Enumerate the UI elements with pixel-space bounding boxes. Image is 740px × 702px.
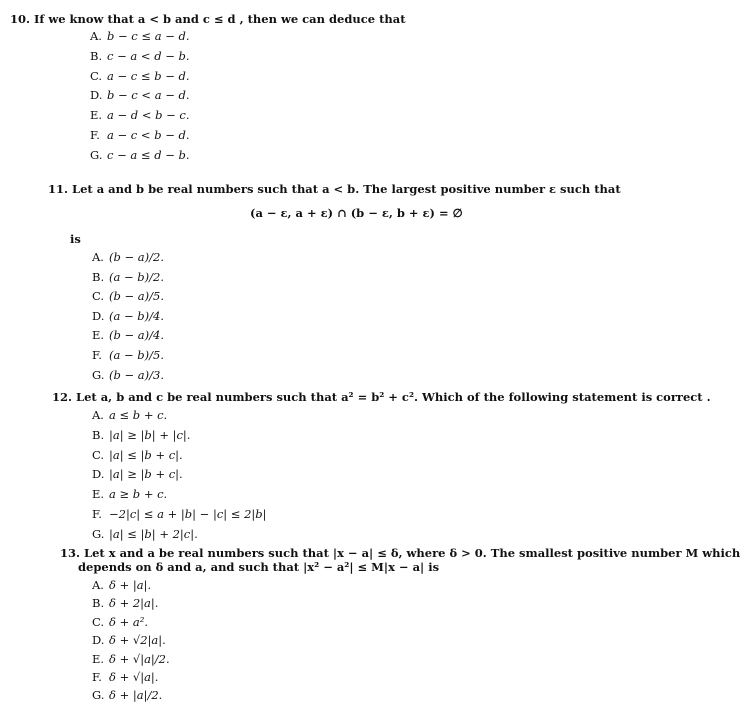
option-label: D. xyxy=(92,308,105,323)
q12-option-f[interactable] xyxy=(92,507,267,521)
option-text: δ + |a|/2. xyxy=(109,688,163,702)
q11-option-e[interactable] xyxy=(92,328,164,342)
q13-option-f[interactable] xyxy=(92,670,158,684)
option-label: C. xyxy=(92,289,105,304)
q10-title: 10. If we know that a < b and c ≤ d , then we can deduce that xyxy=(10,12,406,26)
option-label: C. xyxy=(92,447,105,462)
q12-option-b[interactable] xyxy=(92,428,190,442)
option-label: D. xyxy=(92,633,105,648)
option-text: (a − b)/5. xyxy=(109,348,164,362)
q13-option-g[interactable] xyxy=(92,688,162,702)
option-label: B. xyxy=(92,269,105,284)
option-label: A. xyxy=(90,29,102,43)
q12-option-e[interactable] xyxy=(92,487,167,501)
q11-option-a[interactable] xyxy=(92,250,164,264)
q10-option-f[interactable] xyxy=(90,128,190,142)
option-label: E. xyxy=(92,328,105,343)
option-text: c − a < d − b. xyxy=(107,48,190,63)
option-label: B. xyxy=(92,427,105,442)
option-text: δ + √|a|/2. xyxy=(109,651,170,666)
q10-option-b[interactable] xyxy=(90,49,190,63)
q13-title-line2: depends on δ and a, and such that |x² − a²| ≤ M|x − a| is xyxy=(78,560,440,574)
option-text: (b − a)/4. xyxy=(109,328,164,343)
q13-option-a[interactable] xyxy=(92,578,151,592)
option-label: D. xyxy=(90,88,103,103)
option-label: E. xyxy=(92,651,105,666)
q13-option-b[interactable] xyxy=(92,596,158,610)
option-text: (b − a)/5. xyxy=(109,289,164,304)
option-text: b − c ≤ a − d. xyxy=(107,29,190,43)
option-text: |a| ≤ |b + c|. xyxy=(109,447,183,462)
q12-option-g[interactable] xyxy=(92,527,198,541)
option-text: (b − a)/3. xyxy=(109,367,164,382)
option-text: δ + a². xyxy=(109,614,148,629)
option-label: D. xyxy=(92,467,105,482)
option-label: A. xyxy=(92,578,104,592)
q13-option-c[interactable] xyxy=(92,615,148,629)
q12-option-d[interactable] xyxy=(92,467,183,481)
option-label: G. xyxy=(92,367,105,382)
option-text: |a| ≥ |b + c|. xyxy=(109,467,183,482)
q11-option-d[interactable] xyxy=(92,309,164,323)
option-label: G. xyxy=(92,526,105,541)
q13-option-d[interactable] xyxy=(92,633,166,647)
option-text: c − a ≤ d − b. xyxy=(107,147,190,162)
q11-option-g[interactable] xyxy=(92,368,164,382)
option-text: a − d < b − c. xyxy=(107,108,190,123)
q12-title: 12. Let a, b and c be real numbers such that a² = b² + c². Which of the following statement is correct . xyxy=(52,390,711,404)
q10-option-g[interactable] xyxy=(90,148,190,162)
q11-option-b[interactable] xyxy=(92,270,164,284)
q10-option-d[interactable] xyxy=(90,88,190,102)
q10-option-c[interactable] xyxy=(90,69,190,83)
option-text: (b − a)/2. xyxy=(109,250,164,264)
q10-option-e[interactable] xyxy=(90,108,190,122)
q11-equation: (a − ε, a + ε) ∩ (b − ε, b + ε) = ∅ xyxy=(250,206,463,220)
option-text: a − c < b − d. xyxy=(107,128,190,142)
option-text: δ + 2|a|. xyxy=(109,596,159,611)
q13-option-e[interactable] xyxy=(92,652,170,666)
option-text: δ + √|a|. xyxy=(109,670,159,684)
option-text: |a| ≤ |b| + 2|c|. xyxy=(109,526,198,541)
option-text: δ + |a|. xyxy=(109,578,152,592)
option-label: B. xyxy=(90,48,103,63)
option-text: −2|c| ≤ a + |b| − |c| ≤ 2|b| xyxy=(109,507,267,521)
option-label: F. xyxy=(90,128,100,142)
option-label: C. xyxy=(90,68,103,83)
q12-option-a[interactable] xyxy=(92,408,167,422)
q11-title: 11. Let a and b be real numbers such that a < b. The largest positive number ε such that xyxy=(48,182,621,196)
q12-option-c[interactable] xyxy=(92,448,183,462)
option-label: G. xyxy=(92,688,105,702)
option-label: B. xyxy=(92,596,105,611)
option-label: G. xyxy=(90,147,103,162)
option-text: (a − b)/2. xyxy=(109,269,164,284)
q11-is: is xyxy=(70,232,81,246)
q13-title-line1: 13. Let x and a be real numbers such that |x − a| ≤ δ, where δ > 0. The smallest positive number M which xyxy=(60,546,740,560)
option-text: a ≤ b + c. xyxy=(109,408,168,422)
option-text: δ + √2|a|. xyxy=(109,633,166,648)
option-label: A. xyxy=(92,408,104,422)
option-label: E. xyxy=(90,108,103,123)
q11-option-f[interactable] xyxy=(92,348,164,362)
option-label: F. xyxy=(92,670,102,684)
option-label: F. xyxy=(92,348,102,362)
option-text: a ≥ b + c. xyxy=(109,487,168,502)
option-label: E. xyxy=(92,487,105,502)
option-text: (a − b)/4. xyxy=(109,308,164,323)
option-label: F. xyxy=(92,507,102,521)
option-label: A. xyxy=(92,250,104,264)
option-text: a − c ≤ b − d. xyxy=(107,68,190,83)
option-text: |a| ≥ |b| + |c|. xyxy=(109,427,191,442)
q10-option-a[interactable] xyxy=(90,29,190,43)
option-label: C. xyxy=(92,614,105,629)
q11-option-c[interactable] xyxy=(92,289,164,303)
option-text: b − c < a − d. xyxy=(107,88,190,103)
